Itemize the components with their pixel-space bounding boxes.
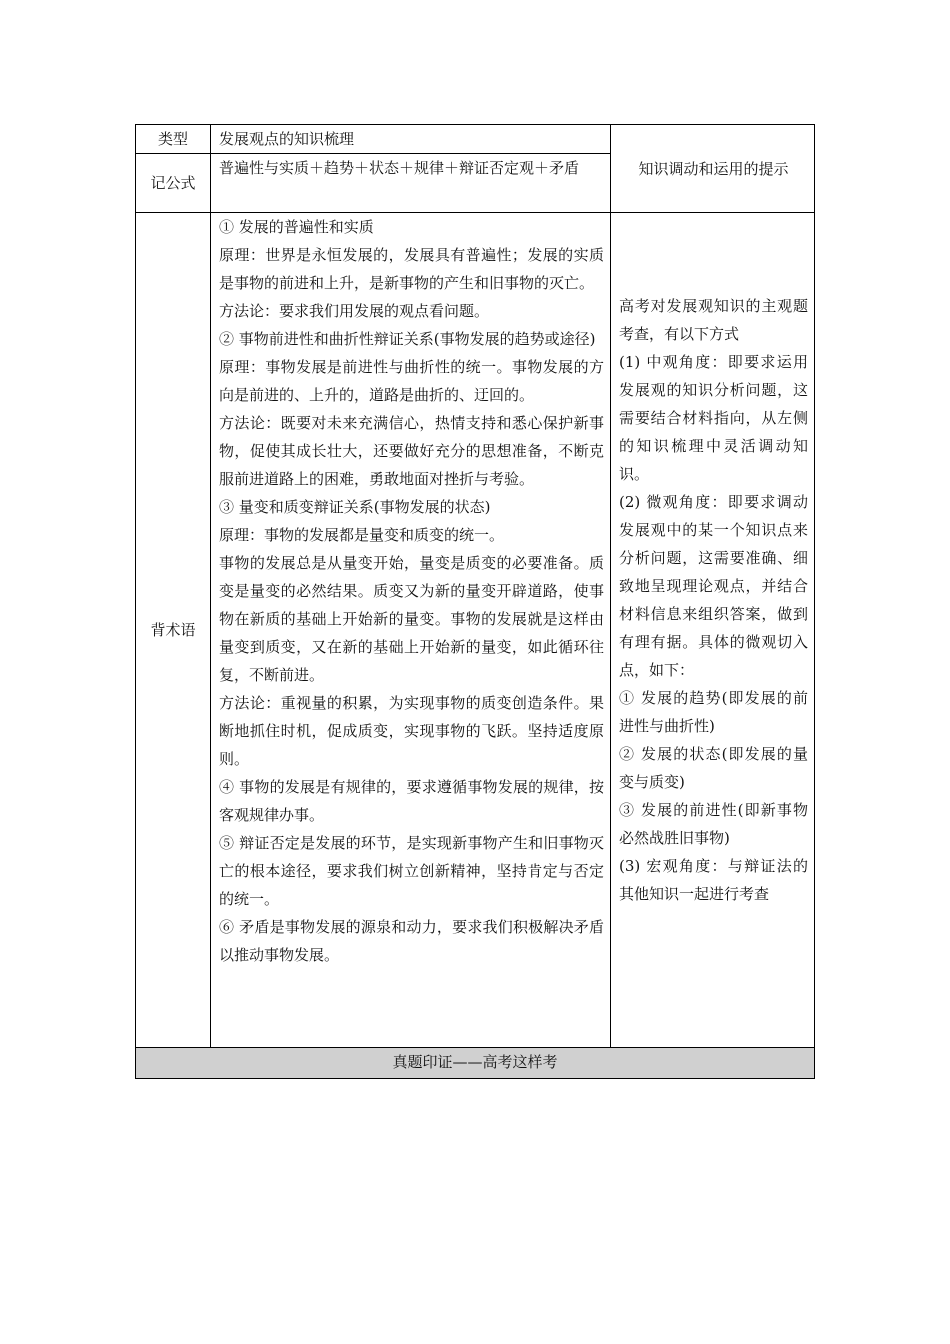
terms-line: ⑥ 矛盾是事物发展的源泉和动力，要求我们积极解决矛盾以推动事物发展。	[219, 918, 604, 964]
terms-line: ⑤ 辩证否定是发展的环节，是实现新事物产生和旧事物灭亡的根本途径，要求我们树立创新精神，坚持肯定与否定的统一。	[219, 834, 604, 908]
terms-line: ② 事物前进性和曲折性辩证关系(事物发展的趋势或途径)	[219, 330, 596, 348]
hint-line: ③ 发展的前进性(即新事物必然战胜旧事物)	[619, 801, 808, 847]
terms-line: ④ 事物的发展是有规律的，要求遵循事物发展的规律，按客观规律办事。	[219, 778, 604, 824]
terms-line: 原理：世界是永恒发展的，发展具有普遍性；发展的实质是事物的前进和上升，是新事物的产生和旧事物的灭亡。	[219, 246, 604, 292]
knowledge-table	[135, 124, 815, 1079]
terms-content	[211, 213, 611, 1048]
terms-line: ③ 量变和质变辩证关系(事物发展的状态)	[219, 498, 491, 516]
terms-line: 原理：事物的发展都是量变和质变的统一。	[219, 526, 505, 544]
hint-line: (2) 微观角度：即要求调动发展观中的某一个知识点来分析问题，这需要准确、细致地呈现理论观点，并结合材料信息来组织答案，做到有理有据。具体的微观切入点，如下：	[619, 493, 808, 679]
type-value: 发展观点的知识梳理	[211, 125, 611, 154]
terms-line: 事物的发展总是从量变开始，量变是质变的必要准备。质变是量变的必然结果。质变又为新的量变开辟道路，使事物在新质的基础上开始新的量变。事物的发展就是这样由量变到质变，又在新的基础上开始新的量变，如此循环往复，不断前进。	[219, 554, 604, 684]
hint-line: (1) 中观角度：即要求运用发展观的知识分析问题，这需要结合材料指向，从左侧的知识梳理中灵活调动知识。	[619, 353, 808, 483]
hint-line: ② 发展的状态(即发展的量变与质变)	[619, 745, 808, 791]
type-label: 类型	[136, 125, 211, 154]
terms-line: 原理：事物发展是前进性与曲折性的统一。事物发展的方向是前进的、上升的，道路是曲折的、迂回的。	[219, 358, 604, 404]
footer-banner: 真题印证——高考这样考	[136, 1048, 815, 1079]
terms-line: ① 发展的普遍性和实质	[219, 218, 374, 236]
hints-content	[611, 213, 815, 1048]
hint-header: 知识调动和运用的提示	[611, 125, 815, 213]
hint-line: ① 发展的趋势(即发展的前进性与曲折性)	[619, 689, 808, 735]
hint-line: 高考对发展观知识的主观题考查，有以下方式	[619, 297, 808, 343]
formula-label: 记公式	[136, 154, 211, 213]
terms-line: 方法论：要求我们用发展的观点看问题。	[219, 302, 490, 320]
terms-line: 方法论：既要对未来充满信心，热情支持和悉心保护新事物，促使其成长壮大，还要做好充分的思想准备，不断克服前进道路上的困难，勇敢地面对挫折与考验。	[219, 414, 604, 488]
terms-label: 背术语	[136, 213, 211, 1048]
formula-value: 普遍性与实质＋趋势＋状态＋规律＋辩证否定观＋矛盾	[211, 154, 611, 213]
hint-line: (3) 宏观角度：与辩证法的其他知识一起进行考查	[619, 857, 808, 903]
terms-line: 方法论：重视量的积累，为实现事物的质变创造条件。果断地抓住时机，促成质变，实现事物的飞跃。坚持适度原则。	[219, 694, 604, 768]
